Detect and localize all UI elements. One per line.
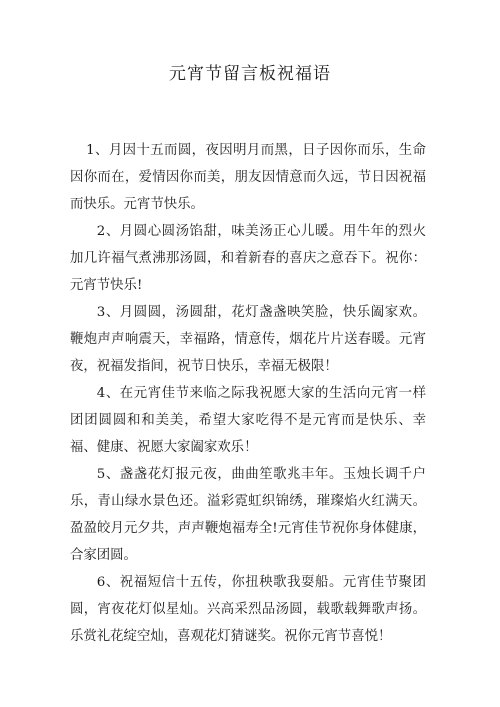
document-title: 元宵节留言板祝福语: [169, 64, 331, 84]
blessing-paragraph-1: 1、月因十五而圆，夜因明月而黑，日子因你而乐，生命因你而在，爱情因你而美，朋友因情意而久远，节日因祝福而快乐。元宵节快乐。: [70, 143, 426, 212]
blessing-paragraph-6: 6、祝福短信十五传，你扭秧歌我耍船。元宵佳节聚团圆，宵夜花灯似星灿。兴高采烈品汤圆，载歌载舞歌声扬。乐赏礼花绽空灿，喜观花灯猜谜奖。祝你元宵节喜悦！: [70, 575, 426, 644]
blessing-paragraph-2: 2、月圆心圆汤馅甜，味美汤正心儿暖。用牛年的烈火加几许福气煮沸那汤圆，和着新春的喜庆之意吞下。祝你：元宵节快乐!: [70, 224, 426, 293]
blessing-paragraph-3: 3、月圆圆，汤圆甜，花灯盏盏映笑脸，快乐阖家欢。鞭炮声声响震天，幸福路，情意传，烟花片片送春暖。元宵夜，祝福发指间，祝节日快乐，幸福无极限！: [70, 305, 426, 374]
blessing-paragraph-4: 4、在元宵佳节来临之际我祝愿大家的生活向元宵一样团团圆圆和和美美，希望大家吃得不是元宵而是快乐、幸福、健康、祝愿大家阖家欢乐！: [70, 386, 426, 455]
blessing-paragraph-5: 5、盏盏花灯报元夜，曲曲笙歌兆丰年。玉烛长调千户乐，青山绿水景色还。溢彩霓虹织锦绣，璀璨焰火红满天。盈盈皎月元夕共，声声鞭炮福寿全!元宵佳节祝你身体健康，合家团圆。: [70, 467, 426, 563]
document-body: [70, 137, 426, 650]
